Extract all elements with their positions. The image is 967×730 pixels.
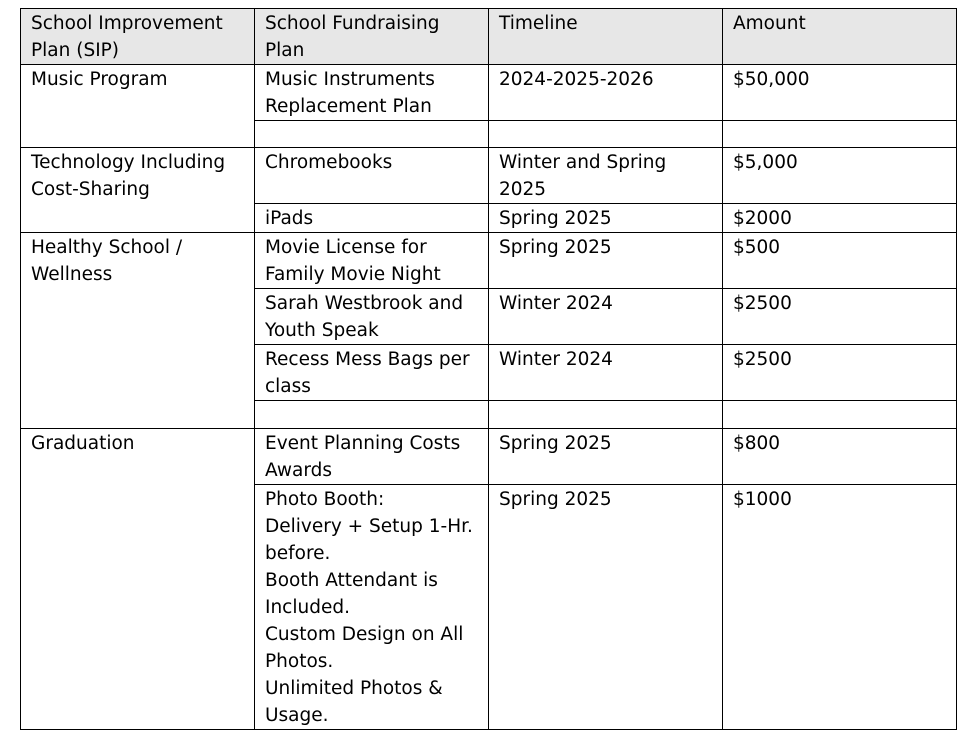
amount-cell: $2500	[723, 289, 957, 345]
table-row	[21, 429, 957, 485]
plan-cell: iPads	[255, 204, 489, 233]
timeline-cell	[489, 401, 723, 429]
amount-cell: $1000	[723, 485, 957, 730]
fundraising-table	[20, 8, 957, 730]
sip-cell-graduation: Graduation	[21, 429, 255, 730]
timeline-cell: Winter 2024	[489, 289, 723, 345]
plan-cell: Music Instruments Replacement Plan	[255, 65, 489, 121]
amount-cell: $5,000	[723, 148, 957, 204]
amount-cell: $2500	[723, 345, 957, 401]
table-row	[21, 233, 957, 289]
timeline-cell	[489, 121, 723, 148]
amount-cell	[723, 401, 957, 429]
timeline-cell: Spring 2025	[489, 233, 723, 289]
table-row	[21, 65, 957, 121]
table-header-row	[21, 9, 957, 65]
amount-cell: $2000	[723, 204, 957, 233]
sip-cell-music: Music Program	[21, 65, 255, 148]
plan-cell	[255, 121, 489, 148]
amount-cell: $50,000	[723, 65, 957, 121]
plan-cell-photo-booth: Photo Booth: Delivery + Setup 1-Hr. before. Booth Attendant is Included. Custom Design on All Photos. Unlimited Photos & Usage.	[255, 485, 489, 730]
amount-cell: $800	[723, 429, 957, 485]
sip-cell-technology: Technology Including Cost-Sharing	[21, 148, 255, 233]
amount-cell	[723, 121, 957, 148]
timeline-cell: 2024-2025-2026	[489, 65, 723, 121]
timeline-cell: Spring 2025	[489, 485, 723, 730]
header-sip: School Improvement Plan (SIP)	[21, 9, 255, 65]
header-amount: Amount	[723, 9, 957, 65]
plan-cell	[255, 401, 489, 429]
header-fundraising-plan: School Fundraising Plan	[255, 9, 489, 65]
table-row	[21, 148, 957, 204]
sip-cell-wellness: Healthy School / Wellness	[21, 233, 255, 429]
plan-cell: Movie License for Family Movie Night	[255, 233, 489, 289]
plan-cell: Chromebooks	[255, 148, 489, 204]
amount-cell: $500	[723, 233, 957, 289]
plan-cell: Sarah Westbrook and Youth Speak	[255, 289, 489, 345]
timeline-cell: Winter 2024	[489, 345, 723, 401]
timeline-cell: Spring 2025	[489, 429, 723, 485]
timeline-cell: Winter and Spring 2025	[489, 148, 723, 204]
header-timeline: Timeline	[489, 9, 723, 65]
plan-cell: Recess Mess Bags per class	[255, 345, 489, 401]
timeline-cell: Spring 2025	[489, 204, 723, 233]
plan-cell: Event Planning Costs Awards	[255, 429, 489, 485]
